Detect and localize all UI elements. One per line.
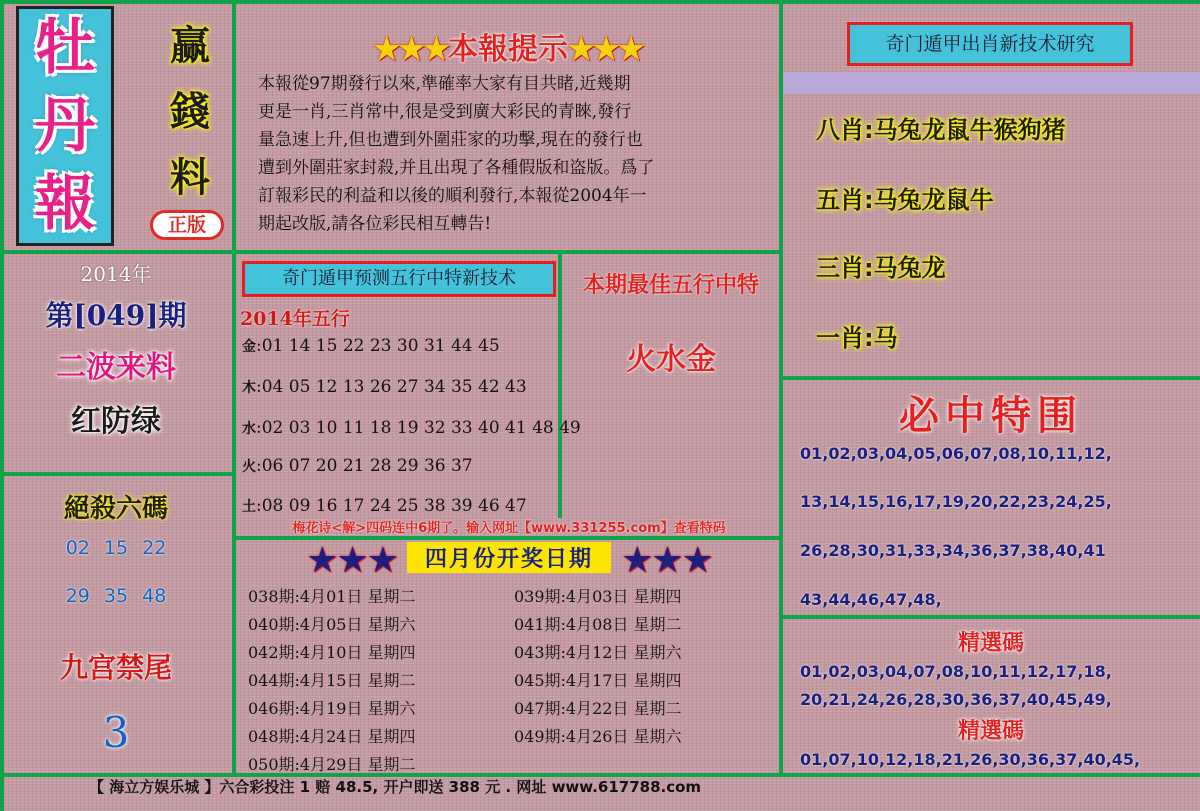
wave-colors: 红防绿 [71,404,161,439]
selected-numbers: 01,07,10,12,18,21,26,30,36,37,40,45, [800,750,1141,769]
subtitle-char: 錢 [170,88,210,135]
zodiac-one: 一肖:马 [816,324,898,352]
schedule-item: 048期:4月24日 星期四 [248,727,416,746]
wave-title: 二波来料 [56,350,176,385]
divider-h-right2 [779,615,1200,619]
nine-palace-title: 九宫禁尾 [59,651,172,684]
wuxing-row [242,377,527,397]
must-hit-title: 必中特围 [899,392,1083,439]
masthead-char: 丹 [35,91,95,161]
schedule-item: 038期:4月01日 星期二 [248,587,416,606]
schedule-item: 045期:4月17日 星期四 [514,671,682,690]
nine-palace-value: 3 [102,708,130,757]
selected-numbers-title: 精選碼 [957,631,1024,656]
must-hit-numbers: 43,44,46,47,48, [800,590,942,609]
genuine-badge: 正版 [150,210,224,240]
wuxing-row [242,336,500,356]
divider-h-left1 [0,250,234,254]
masthead-char: 牡 [35,13,95,83]
wuxing-row [242,496,527,516]
element-label: 木 [242,380,256,396]
schedule-item: 043期:4月12日 星期六 [514,643,682,662]
kill-six-numbers: 02 15 22 [65,537,167,559]
wuxing-row [242,418,581,438]
notice-line: 量急速上升,但也遭到外圍莊家的功擊,現在的發行也 [258,130,643,150]
star-icon: ★★★ [568,32,643,67]
wuxing-row [242,456,473,476]
element-numbers: :06 07 20 21 28 29 36 37 [256,456,473,476]
promo-link-line[interactable]: 梅花诗<解>四码连中6期了。输入网址【www.331255.com】查看特码 [292,521,726,536]
star-icon: ★★★ [373,32,448,67]
border-top [0,0,1200,4]
notice-line: 更是一肖,三肖常中,很是受到廣大彩民的青睞,發行 [258,102,632,122]
wuxing-year: 2014年五行 [240,308,350,330]
zodiac-heading: 奇门遁甲出肖新技术研究 [847,22,1133,66]
masthead-char: 報 [35,169,95,239]
kill-six-numbers: 29 35 48 [65,585,167,607]
wuxing-heading: 奇门遁甲预测五行中特新技术 [242,261,556,297]
schedule-item: 040期:4月05日 星期六 [248,615,416,634]
zodiac-five: 五肖:马兔龙鼠牛 [816,186,994,214]
selected-numbers: 01,02,03,04,07,08,10,11,12,17,18, [800,662,1112,681]
notice-line: 訂報彩民的利益和以後的順利發行,本報從2004年一 [258,186,647,206]
must-hit-numbers: 13,14,15,16,17,19,20,22,23,24,25, [800,492,1112,511]
star-icon: ★★★ [621,540,712,581]
schedule-item: 041期:4月08日 星期二 [514,615,682,634]
must-hit-numbers: 26,28,30,31,33,34,36,37,38,40,41 [800,541,1106,560]
subtitle-char: 料 [170,154,210,201]
masthead-logo [16,6,114,246]
issue-number: 第[049]期 [45,299,187,332]
notice-line: 遭到外圍莊家封殺,并且出現了各種假版和盗版。爲了 [258,158,655,178]
element-numbers: :02 03 10 11 18 19 32 33 40 41 48 49 [256,418,581,438]
element-label: 金 [242,339,256,355]
heading-bar [1133,72,1200,94]
element-numbers: :08 09 16 17 24 25 38 39 46 47 [256,496,527,516]
notice-line: 本報從97期發行以來,準確率大家有目共睹,近幾期 [258,74,631,94]
schedule-item: 046期:4月19日 星期六 [248,699,416,718]
divider-h-left2 [0,472,234,476]
element-label: 水 [242,421,256,437]
divider-v1 [232,0,236,775]
subtitle-char: 赢 [170,22,210,69]
selected-numbers-title: 精選碼 [957,719,1024,744]
best-element-value: 火水金 [626,342,716,377]
schedule-title [238,540,780,581]
kill-six-title: 絕殺六碼 [63,494,168,524]
divider-h-right1 [779,376,1200,380]
notice-line: 期起改版,請各位彩民相互轉告! [258,214,492,234]
star-icon: ★★★ [306,540,397,581]
element-numbers: :04 05 12 13 26 27 34 35 42 43 [256,377,527,397]
zodiac-eight: 八肖:马兔龙鼠牛猴狗猪 [816,116,1066,144]
notice-title [238,24,778,68]
schedule-title-text: 四月份开奖日期 [407,542,611,573]
element-label: 土 [242,499,256,515]
schedule-item: 050期:4月29日 星期二 [248,755,416,774]
footer-ad[interactable]: 【 海立方娱乐城 】六合彩投注 1 赔 48.5, 开户即送 388 元 . 网址 www.617788.com [88,778,702,796]
notice-body [258,70,770,238]
must-hit-numbers: 01,02,03,04,05,06,07,08,10,11,12, [800,444,1112,463]
schedule-item: 044期:4月15日 星期二 [248,671,416,690]
divider-h-mid1 [232,250,782,254]
selected-numbers: 20,21,24,26,28,30,36,37,40,45,49, [800,690,1112,709]
heading-bar [783,72,1133,94]
notice-title-text: 本報提示 [448,32,568,67]
zodiac-three: 三肖:马兔龙 [816,254,946,282]
schedule-item: 049期:4月26日 星期六 [514,727,682,746]
schedule-item: 047期:4月22日 星期二 [514,699,682,718]
element-label: 火 [242,459,256,475]
element-numbers: :01 14 15 22 23 30 31 44 45 [256,336,500,356]
schedule-item: 042期:4月10日 星期四 [248,643,416,662]
best-element-title: 本期最佳五行中特 [582,272,759,298]
year-label: 2014年 [80,262,152,286]
schedule-item: 039期:4月03日 星期四 [514,587,682,606]
